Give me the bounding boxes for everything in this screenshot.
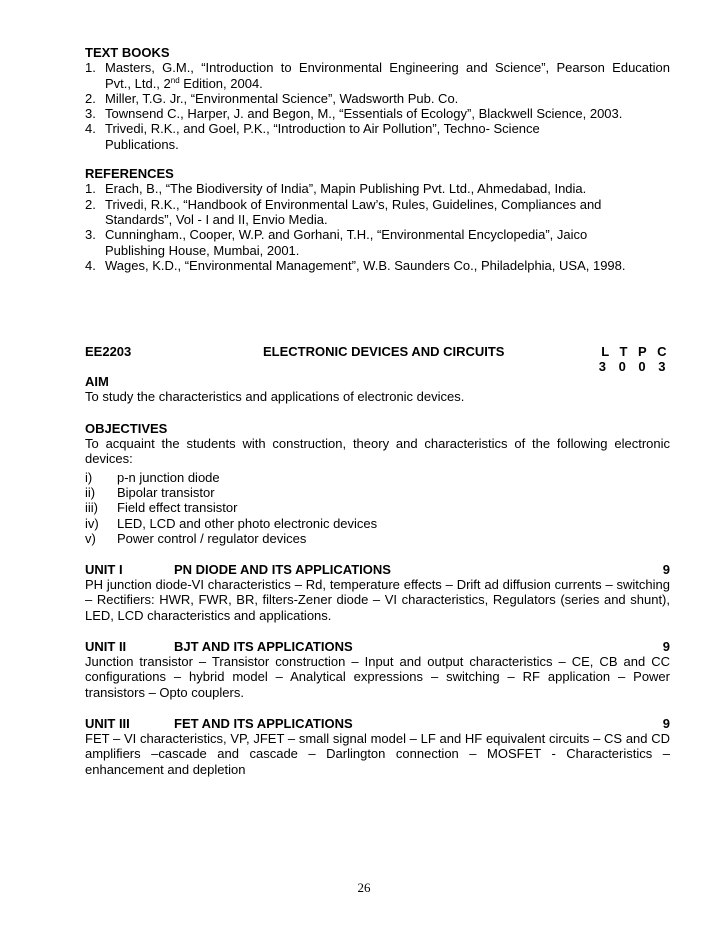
course-header: [85, 344, 670, 375]
list-number: 3.: [85, 106, 96, 122]
list-number: 2.: [85, 196, 96, 212]
unit-title: BJT AND ITS APPLICATIONS: [174, 639, 353, 655]
text-book-item: [85, 91, 670, 106]
aim-text: To study the characteristics and applications of electronic devices.: [85, 389, 465, 405]
list-number: 2.: [85, 90, 96, 106]
unit-title: PN DIODE AND ITS APPLICATIONS: [174, 562, 391, 578]
objective-text: Bipolar transistor: [117, 484, 215, 500]
unit-title: FET AND ITS APPLICATIONS: [174, 715, 353, 731]
text-book-line: [105, 76, 670, 91]
unit-hours: 9: [662, 562, 670, 578]
text-book-text: Townsend C., Harper, J. and Begon, M., “Essentials of Ecology”, Blackwell Science, 2003.: [105, 106, 623, 122]
objective-item: [85, 531, 670, 546]
list-number: 4.: [85, 257, 96, 273]
reference-text: Cunningham., Cooper, W.P. and Gorhani, T.H., “Environmental Encyclopedia”, Jaico Publishing House, Mumbai, 2001.: [105, 227, 588, 258]
text-books-heading: TEXT BOOKS: [85, 45, 170, 60]
unit-hours: 9: [662, 639, 670, 655]
objective-item: [85, 516, 670, 531]
list-number: ii): [85, 484, 96, 500]
text-book-line: Masters, G.M., “Introduction to Environmental Engineering and Science”, Pearson Education: [105, 60, 670, 76]
list-number: iii): [85, 500, 98, 516]
text-book-fragment: Edition, 2004.: [179, 75, 263, 91]
reference-text: Erach, B., “The Biodiversity of India”, Mapin Publishing Pvt. Ltd., Ahmedabad, India.: [105, 181, 587, 197]
objective-text: Power control / regulator devices: [117, 530, 307, 546]
list-number: 1.: [85, 60, 96, 76]
unit-header: [85, 639, 670, 654]
unit-syllabus: FET – VI characteristics, VP, JFET – small signal model – LF and HF equivalent circuits – CS and CD amplifiers –cascade and cascade – Darlington connection – MOSFET - Characteristics – enhancement and depletion: [85, 730, 670, 777]
unit-code: UNIT I: [85, 562, 123, 578]
list-number: 1.: [85, 181, 96, 197]
reference-text: Wages, K.D., “Environmental Management”, W.B. Saunders Co., Philadelphia, USA, 1998.: [105, 257, 626, 273]
course-code: EE2203: [85, 344, 132, 360]
reference-item: [85, 181, 670, 196]
list-number: v): [85, 530, 96, 546]
text-book-fragment: Pvt., Ltd., 2: [105, 75, 171, 91]
unit-header: [85, 716, 670, 731]
text-book-text: Trivedi, R.K., and Goel, P.K., “Introduction to Air Pollution”, Techno- Science Publications.: [105, 121, 540, 152]
reference-item: [85, 227, 620, 258]
list-number: 3.: [85, 227, 96, 243]
objective-item: [85, 485, 670, 500]
unit-syllabus: Junction transistor – Transistor construction – Input and output characteristics – CE, CB and CC configurations – hybrid model – Analytical expressions – switching – RF application – Power transistors – Opto couplers.: [85, 654, 670, 700]
text-book-item: [85, 106, 625, 121]
unit-code: UNIT III: [85, 715, 130, 731]
reference-text: Trivedi, R.K., “Handbook of Environmental Law’s, Rules, Guidelines, Compliances and Standards”, Vol - I and II, Envio Media.: [105, 196, 602, 227]
unit-hours: 9: [662, 715, 670, 731]
objective-item: [85, 500, 670, 515]
objective-text: Field effect transistor: [117, 500, 238, 516]
list-number: 4.: [85, 121, 96, 137]
ltpc-header: L T P C: [601, 344, 670, 360]
objectives-intro: To acquaint the students with construction, theory and characteristics of the following electronic devices:: [85, 436, 670, 467]
objective-text: p-n junction diode: [117, 469, 220, 485]
text-book-text: Miller, T.G. Jr., “Environmental Science”, Wadsworth Pub. Co.: [105, 90, 459, 106]
text-book-item: [85, 121, 585, 152]
list-number: i): [85, 469, 93, 485]
objectives-heading: OBJECTIVES: [85, 420, 168, 436]
reference-item: [85, 258, 670, 273]
objective-text: LED, LCD and other photo electronic devices: [117, 515, 378, 531]
references-heading: REFERENCES: [85, 166, 174, 182]
course-title: ELECTRONIC DEVICES AND CIRCUITS: [263, 344, 505, 360]
aim-heading: AIM: [85, 374, 109, 390]
page-number: 26: [357, 880, 371, 895]
unit-header: [85, 562, 670, 577]
superscript: nd: [170, 75, 180, 85]
text-book-item: [85, 60, 670, 91]
reference-item: [85, 197, 635, 228]
unit-code: UNIT II: [85, 639, 127, 655]
objective-item: [85, 470, 670, 485]
document-page: [85, 45, 670, 777]
unit-syllabus: PH junction diode-VI characteristics – Rd, temperature effects – Drift ad diffusion currents – switching – Rectifiers: HWR, FWR, BR, filters-Zener diode – VI characteristics, Regulators (series and shunt), LED, LCD characteristics and applications.: [85, 577, 670, 623]
ltpc-values: 3 0 0 3: [598, 359, 670, 375]
list-number: iv): [85, 515, 99, 531]
